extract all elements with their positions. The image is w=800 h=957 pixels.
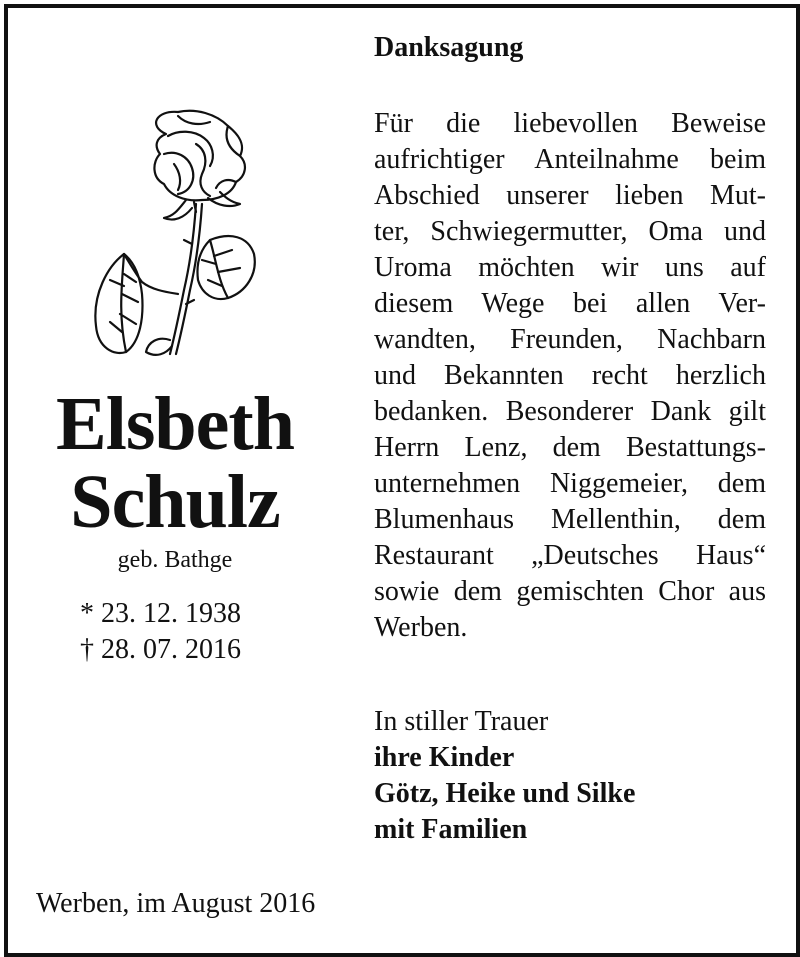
notice-body — [374, 106, 766, 646]
closing-line: ihre Kinder — [374, 742, 515, 773]
notice-line: Abschied unserer lieben Mut- — [374, 180, 766, 211]
notice-heading: Danksagung — [374, 32, 524, 63]
deceased-first-name: Elsbeth — [56, 382, 294, 466]
closing-line: mit Familien — [374, 814, 528, 845]
notice-line: unternehmen Niggemeier, dem — [374, 468, 766, 499]
notice-line: und Bekannten recht herzlich — [374, 360, 766, 391]
closing-block — [374, 704, 635, 848]
notice-line: Blumenhaus Mellenthin, dem — [374, 504, 766, 535]
notice-line: sowie dem gemischten Chor aus — [374, 576, 766, 607]
birth-name: geb. Bathge — [117, 547, 233, 573]
notice-line: aufrichtiger Anteilnahme beim — [374, 144, 766, 175]
rose-icon — [78, 104, 278, 366]
notice-line: ter, Schwiegermutter, Oma und — [374, 216, 766, 247]
notice-line: bedanken. Besonderer Dank gilt — [374, 396, 766, 427]
notice-line: Uroma möchten wir uns auf — [374, 252, 766, 283]
notice-line: Restaurant „Deutsches Haus“ — [374, 540, 766, 571]
life-dates — [80, 596, 310, 668]
birth-date: * 23. 12. 1938 — [80, 598, 241, 629]
death-date: † 28. 07. 2016 — [80, 634, 241, 665]
notice-line: Für die liebevollen Beweise — [374, 108, 766, 139]
closing-intro: In stiller Trauer — [374, 706, 549, 737]
notice-line: wandten, Freunden, Nachbarn — [374, 324, 766, 355]
notice-line: diesem Wege bei allen Ver- — [374, 288, 766, 319]
notice-line: Werben. — [374, 612, 468, 643]
deceased-last-name: Schulz — [70, 460, 280, 544]
notice-line: Herrn Lenz, dem Bestattungs- — [374, 432, 766, 463]
place-date: Werben, im August 2016 — [36, 888, 316, 919]
closing-line: Götz, Heike und Silke — [374, 778, 636, 809]
